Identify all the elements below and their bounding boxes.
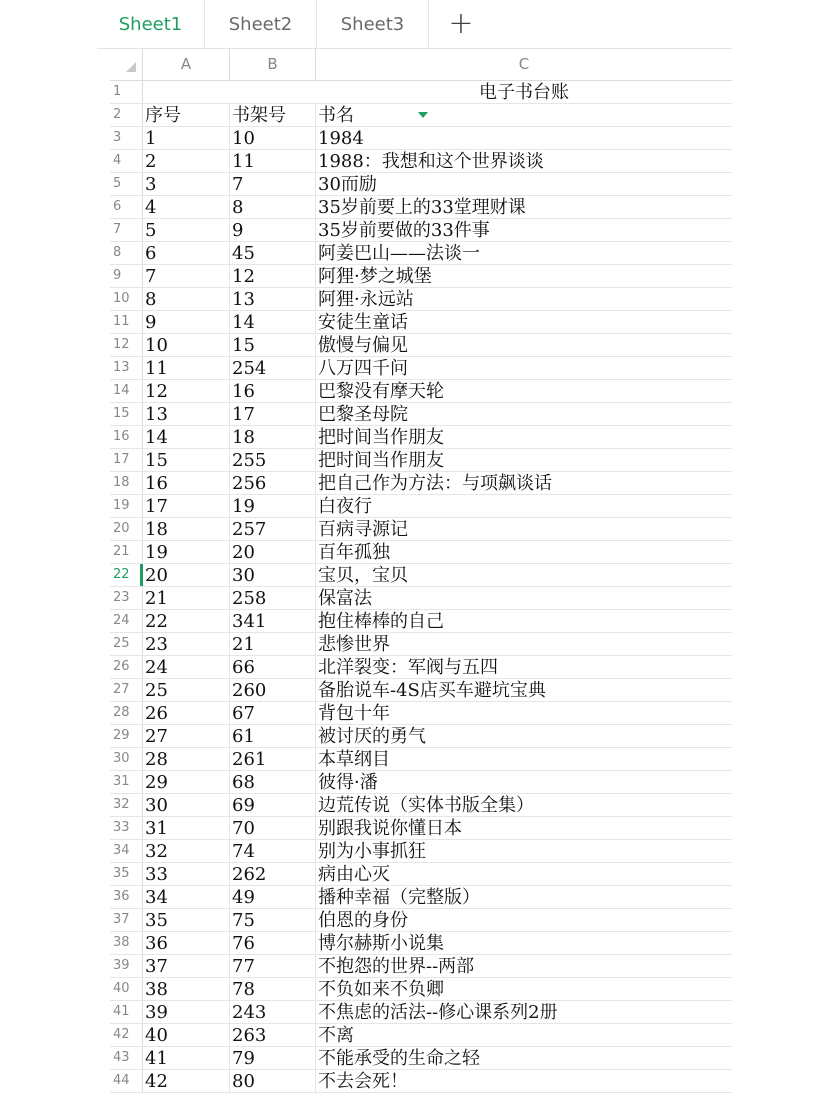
select-all-icon — [126, 62, 136, 72]
cell-shelf[interactable]: 16 — [230, 380, 316, 402]
cell-book-title[interactable]: 安徒生童话 — [318, 312, 408, 333]
cell-index[interactable]: 18 — [143, 518, 230, 540]
cell-shelf[interactable]: 9 — [230, 219, 316, 241]
cell-book-title[interactable]: 背包十年 — [318, 703, 390, 724]
cell-shelf[interactable]: 255 — [230, 449, 316, 471]
select-all-corner[interactable] — [110, 48, 143, 80]
table-row — [110, 541, 732, 564]
cell-index[interactable]: 37 — [143, 955, 230, 977]
row-number[interactable]: 44 — [110, 1070, 143, 1092]
table-row — [110, 978, 732, 1001]
cell-shelf[interactable]: 257 — [230, 518, 316, 540]
cell-book-title[interactable]: 宝贝，宝贝 — [318, 565, 408, 586]
cell-shelf[interactable]: 14 — [230, 311, 316, 333]
table-row — [110, 1047, 732, 1070]
cell-index[interactable]: 39 — [143, 1001, 230, 1023]
row-number[interactable]: 38 — [110, 932, 143, 954]
cell-shelf[interactable]: 66 — [230, 656, 316, 678]
cell-shelf[interactable]: 79 — [230, 1047, 316, 1069]
cell-index[interactable]: 6 — [143, 242, 230, 264]
cell-shelf[interactable]: 20 — [230, 541, 316, 563]
table-row — [110, 587, 732, 610]
row-number[interactable]: 7 — [110, 219, 143, 241]
cell-shelf[interactable]: 68 — [230, 771, 316, 793]
cell-book-title[interactable]: 把时间当作朋友 — [318, 450, 444, 471]
cell-book-title[interactable]: 把时间当作朋友 — [318, 427, 444, 448]
row-number[interactable]: 31 — [110, 771, 143, 793]
row-number[interactable]: 13 — [110, 357, 143, 379]
table-row — [110, 610, 732, 633]
cell-index[interactable]: 40 — [143, 1024, 230, 1046]
cell-book-title[interactable]: 抱住棒棒的自己 — [318, 611, 444, 632]
cell-book-title[interactable]: 本草纲目 — [318, 749, 390, 770]
sheet-title-cell[interactable]: 电子书台账 — [479, 82, 569, 103]
row-number[interactable]: 8 — [110, 242, 143, 264]
table-row — [110, 357, 732, 380]
cell-shelf[interactable]: 341 — [230, 610, 316, 632]
cell-index[interactable]: 34 — [143, 886, 230, 908]
cell-shelf[interactable]: 262 — [230, 863, 316, 885]
table-row — [110, 932, 732, 955]
table-row — [110, 1024, 732, 1047]
cell-index[interactable]: 23 — [143, 633, 230, 655]
table-row — [110, 173, 732, 196]
cell-book-title[interactable]: 博尔赫斯小说集 — [318, 933, 444, 954]
row-number[interactable]: 37 — [110, 909, 143, 931]
row-number[interactable]: 12 — [110, 334, 143, 356]
cell-index[interactable]: 28 — [143, 748, 230, 770]
cell-shelf[interactable]: 45 — [230, 242, 316, 264]
spreadsheet-grid — [110, 48, 732, 1104]
row-number[interactable]: 39 — [110, 955, 143, 977]
cell-index[interactable]: 12 — [143, 380, 230, 402]
table-row — [110, 679, 732, 702]
row-number[interactable]: 36 — [110, 886, 143, 908]
table-row — [110, 840, 732, 863]
table-row — [110, 725, 732, 748]
row-number[interactable]: 23 — [110, 587, 143, 609]
cell-index[interactable]: 1 — [143, 127, 230, 149]
row-number[interactable]: 42 — [110, 1024, 143, 1046]
table-row — [110, 955, 732, 978]
cell-index[interactable]: 31 — [143, 817, 230, 839]
cell-book-title[interactable]: 保富法 — [318, 588, 372, 609]
cell-index[interactable]: 17 — [143, 495, 230, 517]
table-row — [110, 794, 732, 817]
row-number[interactable]: 41 — [110, 1001, 143, 1023]
cell-index[interactable]: 41 — [143, 1047, 230, 1069]
cell-index[interactable]: 25 — [143, 679, 230, 701]
row-number[interactable]: 21 — [110, 541, 143, 563]
cell-index[interactable]: 16 — [143, 472, 230, 494]
row-number[interactable]: 3 — [110, 127, 143, 149]
table-row — [110, 334, 732, 357]
table-row — [110, 472, 732, 495]
table-row — [110, 219, 732, 242]
sheet-tab-bar — [97, 0, 732, 49]
row-number[interactable]: 29 — [110, 725, 143, 747]
cell-shelf[interactable]: 30 — [230, 564, 316, 586]
table-row — [110, 495, 732, 518]
row-number[interactable]: 16 — [110, 426, 143, 448]
cell-shelf[interactable]: 17 — [230, 403, 316, 425]
cell-index[interactable]: 9 — [143, 311, 230, 333]
cell-index[interactable]: 2 — [143, 150, 230, 172]
cell-shelf[interactable]: 12 — [230, 265, 316, 287]
cell-book-title[interactable]: 35岁前要上的33堂理财课 — [318, 197, 526, 218]
row-number[interactable]: 5 — [110, 173, 143, 195]
cell-index[interactable]: 10 — [143, 334, 230, 356]
cell-book-title[interactable]: 百病寻源记 — [318, 519, 408, 540]
table-row — [110, 564, 732, 587]
tab-sheet2[interactable]: Sheet2 — [205, 0, 317, 48]
cell-index[interactable]: 21 — [143, 587, 230, 609]
cell-book-title[interactable]: 备胎说车-4S店买车避坑宝典 — [318, 680, 546, 701]
table-row — [110, 288, 732, 311]
table-row-header — [110, 104, 732, 127]
cell-index[interactable]: 30 — [143, 794, 230, 816]
row-number[interactable]: 34 — [110, 840, 143, 862]
row-number[interactable]: 24 — [110, 610, 143, 632]
cell-shelf[interactable]: 258 — [230, 587, 316, 609]
cell-shelf[interactable]: 76 — [230, 932, 316, 954]
cell-index[interactable]: 42 — [143, 1070, 230, 1092]
cell-index[interactable]: 24 — [143, 656, 230, 678]
table-row — [110, 380, 732, 403]
table-row — [110, 449, 732, 472]
row-number[interactable]: 35 — [110, 863, 143, 885]
cell-shelf[interactable]: 67 — [230, 702, 316, 724]
row-number[interactable]: 4 — [110, 150, 143, 172]
row-number[interactable]: 30 — [110, 748, 143, 770]
cell-index[interactable]: 35 — [143, 909, 230, 931]
tab-sheet3[interactable]: Sheet3 — [317, 0, 429, 48]
cell-index[interactable]: 8 — [143, 288, 230, 310]
table-row — [110, 886, 732, 909]
header-cell-index[interactable]: 序号 — [143, 104, 230, 126]
cell-book-title[interactable]: 1984 — [318, 128, 364, 149]
cell-index[interactable]: 4 — [143, 196, 230, 218]
cell-book-title[interactable]: 播种幸福（完整版） — [318, 887, 480, 908]
add-sheet-button[interactable]: + — [448, 6, 474, 41]
row-number[interactable]: 22 — [110, 564, 143, 586]
row-number[interactable]: 28 — [110, 702, 143, 724]
cell-book-title[interactable]: 30而励 — [318, 174, 377, 195]
cell-index[interactable]: 7 — [143, 265, 230, 287]
row-number[interactable]: 17 — [110, 449, 143, 471]
cell-book-title[interactable]: 北洋裂变：军阀与五四 — [318, 657, 498, 678]
table-row — [110, 817, 732, 840]
header-cell-shelf-label: 书架号 — [232, 105, 286, 126]
cell-shelf[interactable]: 19 — [230, 495, 316, 517]
cell-shelf[interactable]: 8 — [230, 196, 316, 218]
cell-book-title[interactable]: 傲慢与偏见 — [318, 335, 408, 356]
table-row — [110, 265, 732, 288]
row-number[interactable]: 6 — [110, 196, 143, 218]
header-cell-title[interactable]: 书名 — [318, 105, 354, 126]
cell-shelf[interactable]: 11 — [230, 150, 316, 172]
cell-book-title[interactable]: 阿狸·永远站 — [318, 289, 414, 310]
cell-shelf[interactable]: 263 — [230, 1024, 316, 1046]
cell-book-title[interactable]: 白夜行 — [318, 496, 372, 517]
cell-book-title[interactable]: 不抱怨的世界--两部 — [318, 956, 475, 977]
table-row — [110, 863, 732, 886]
row-number[interactable]: 43 — [110, 1047, 143, 1069]
cell-index[interactable]: 27 — [143, 725, 230, 747]
cell-index[interactable]: 5 — [143, 219, 230, 241]
cell-shelf[interactable]: 74 — [230, 840, 316, 862]
cell-shelf[interactable]: 7 — [230, 173, 316, 195]
tab-sheet1[interactable]: Sheet1 — [97, 0, 205, 48]
cell-shelf[interactable]: 49 — [230, 886, 316, 908]
table-row — [110, 1001, 732, 1024]
cell-index[interactable]: 19 — [143, 541, 230, 563]
table-row — [110, 702, 732, 725]
cell-shelf[interactable]: 256 — [230, 472, 316, 494]
table-row — [110, 518, 732, 541]
cell-index[interactable]: 22 — [143, 610, 230, 632]
cell-book-title[interactable]: 1988：我想和这个世界谈谈 — [318, 151, 544, 172]
row-number[interactable]: 19 — [110, 495, 143, 517]
cell-book-title[interactable]: 八万四千问 — [318, 358, 408, 379]
cell-book-title[interactable]: 35岁前要做的33件事 — [318, 220, 490, 241]
cell-book-title[interactable]: 阿姜巴山——法谈一 — [318, 243, 480, 264]
cell-shelf[interactable]: 69 — [230, 794, 316, 816]
cell-index[interactable]: 26 — [143, 702, 230, 724]
cell-book-title[interactable]: 百年孤独 — [318, 542, 390, 563]
cell-book-title[interactable]: 伯恩的身份 — [318, 910, 408, 931]
row-number[interactable]: 40 — [110, 978, 143, 1000]
cell-shelf[interactable]: 254 — [230, 357, 316, 379]
cell-index[interactable]: 15 — [143, 449, 230, 471]
cell-shelf[interactable]: 78 — [230, 978, 316, 1000]
row-number[interactable]: 20 — [110, 518, 143, 540]
cell-shelf[interactable]: 70 — [230, 817, 316, 839]
cell-shelf[interactable]: 10 — [230, 127, 316, 149]
cell-shelf[interactable]: 80 — [230, 1070, 316, 1092]
row-number[interactable]: 10 — [110, 288, 143, 310]
column-header-bar — [110, 48, 732, 81]
cell-index[interactable]: 36 — [143, 932, 230, 954]
cell-index[interactable]: 20 — [143, 564, 230, 586]
row-number[interactable]: 1 — [110, 81, 143, 103]
row-number[interactable]: 15 — [110, 403, 143, 425]
column-header-b[interactable]: B — [230, 48, 316, 80]
row-number[interactable]: 14 — [110, 380, 143, 402]
cell-book-title[interactable]: 不焦虑的活法--修心课系列2册 — [318, 1002, 558, 1023]
table-row — [110, 426, 732, 449]
cell-book-title[interactable]: 病由心灭 — [318, 864, 390, 885]
table-row — [110, 403, 732, 426]
table-row — [110, 656, 732, 679]
cell-book-title[interactable]: 被讨厌的勇气 — [318, 726, 426, 747]
cell-book-title[interactable]: 悲惨世界 — [318, 634, 390, 655]
cell-shelf[interactable]: 243 — [230, 1001, 316, 1023]
table-row — [110, 127, 732, 150]
cell-shelf[interactable]: 75 — [230, 909, 316, 931]
cell-book-title[interactable]: 不去会死！ — [318, 1071, 408, 1092]
cell-book-title[interactable]: 不负如来不负卿 — [318, 979, 444, 1000]
table-row — [110, 909, 732, 932]
cell-shelf[interactable]: 261 — [230, 748, 316, 770]
table-row — [110, 633, 732, 656]
table-row-title — [110, 81, 732, 104]
column-header-a[interactable]: A — [143, 48, 230, 80]
cell-index[interactable]: 32 — [143, 840, 230, 862]
cell-index[interactable]: 13 — [143, 403, 230, 425]
cell-shelf[interactable]: 260 — [230, 679, 316, 701]
cell-book-title[interactable]: 阿狸·梦之城堡 — [318, 266, 432, 287]
column-header-c[interactable]: C — [518, 55, 530, 73]
cell-index[interactable]: 3 — [143, 173, 230, 195]
row-number[interactable]: 32 — [110, 794, 143, 816]
cell-book-title[interactable]: 别跟我说你懂日本 — [318, 818, 462, 839]
cell-index[interactable]: 14 — [143, 426, 230, 448]
table-row — [110, 748, 732, 771]
cell-index[interactable]: 38 — [143, 978, 230, 1000]
cell-shelf[interactable]: 18 — [230, 426, 316, 448]
row-number[interactable]: 2 — [110, 104, 143, 126]
header-cell-shelf[interactable] — [230, 104, 316, 126]
table-row — [110, 1070, 732, 1093]
row-number[interactable]: 18 — [110, 472, 143, 494]
cell-book-title[interactable]: 彼得·潘 — [318, 772, 378, 793]
row-number[interactable]: 11 — [110, 311, 143, 333]
cell-book-title[interactable]: 巴黎圣母院 — [318, 404, 408, 425]
cell-shelf[interactable]: 21 — [230, 633, 316, 655]
cell-index[interactable]: 33 — [143, 863, 230, 885]
cell-shelf[interactable]: 77 — [230, 955, 316, 977]
cell-index[interactable]: 29 — [143, 771, 230, 793]
row-number[interactable]: 9 — [110, 265, 143, 287]
cell-book-title[interactable]: 边荒传说（实体书版全集） — [318, 795, 534, 816]
table-row — [110, 311, 732, 334]
row-number[interactable]: 26 — [110, 656, 143, 678]
cell-book-title[interactable]: 把自己作为方法：与项飙谈话 — [318, 473, 552, 494]
cell-book-title[interactable]: 不能承受的生命之轻 — [318, 1048, 480, 1069]
cell-book-title[interactable]: 巴黎没有摩天轮 — [318, 381, 444, 402]
row-number[interactable]: 33 — [110, 817, 143, 839]
cell-shelf[interactable]: 61 — [230, 725, 316, 747]
cell-index[interactable]: 11 — [143, 357, 230, 379]
row-number[interactable]: 27 — [110, 679, 143, 701]
cell-shelf[interactable]: 15 — [230, 334, 316, 356]
cell-shelf[interactable]: 13 — [230, 288, 316, 310]
table-row — [110, 771, 732, 794]
row-number[interactable]: 25 — [110, 633, 143, 655]
table-row — [110, 150, 732, 173]
cell-book-title[interactable]: 别为小事抓狂 — [318, 841, 426, 862]
table-row — [110, 242, 732, 265]
cell-book-title[interactable]: 不离 — [318, 1025, 354, 1046]
table-row — [110, 196, 732, 219]
